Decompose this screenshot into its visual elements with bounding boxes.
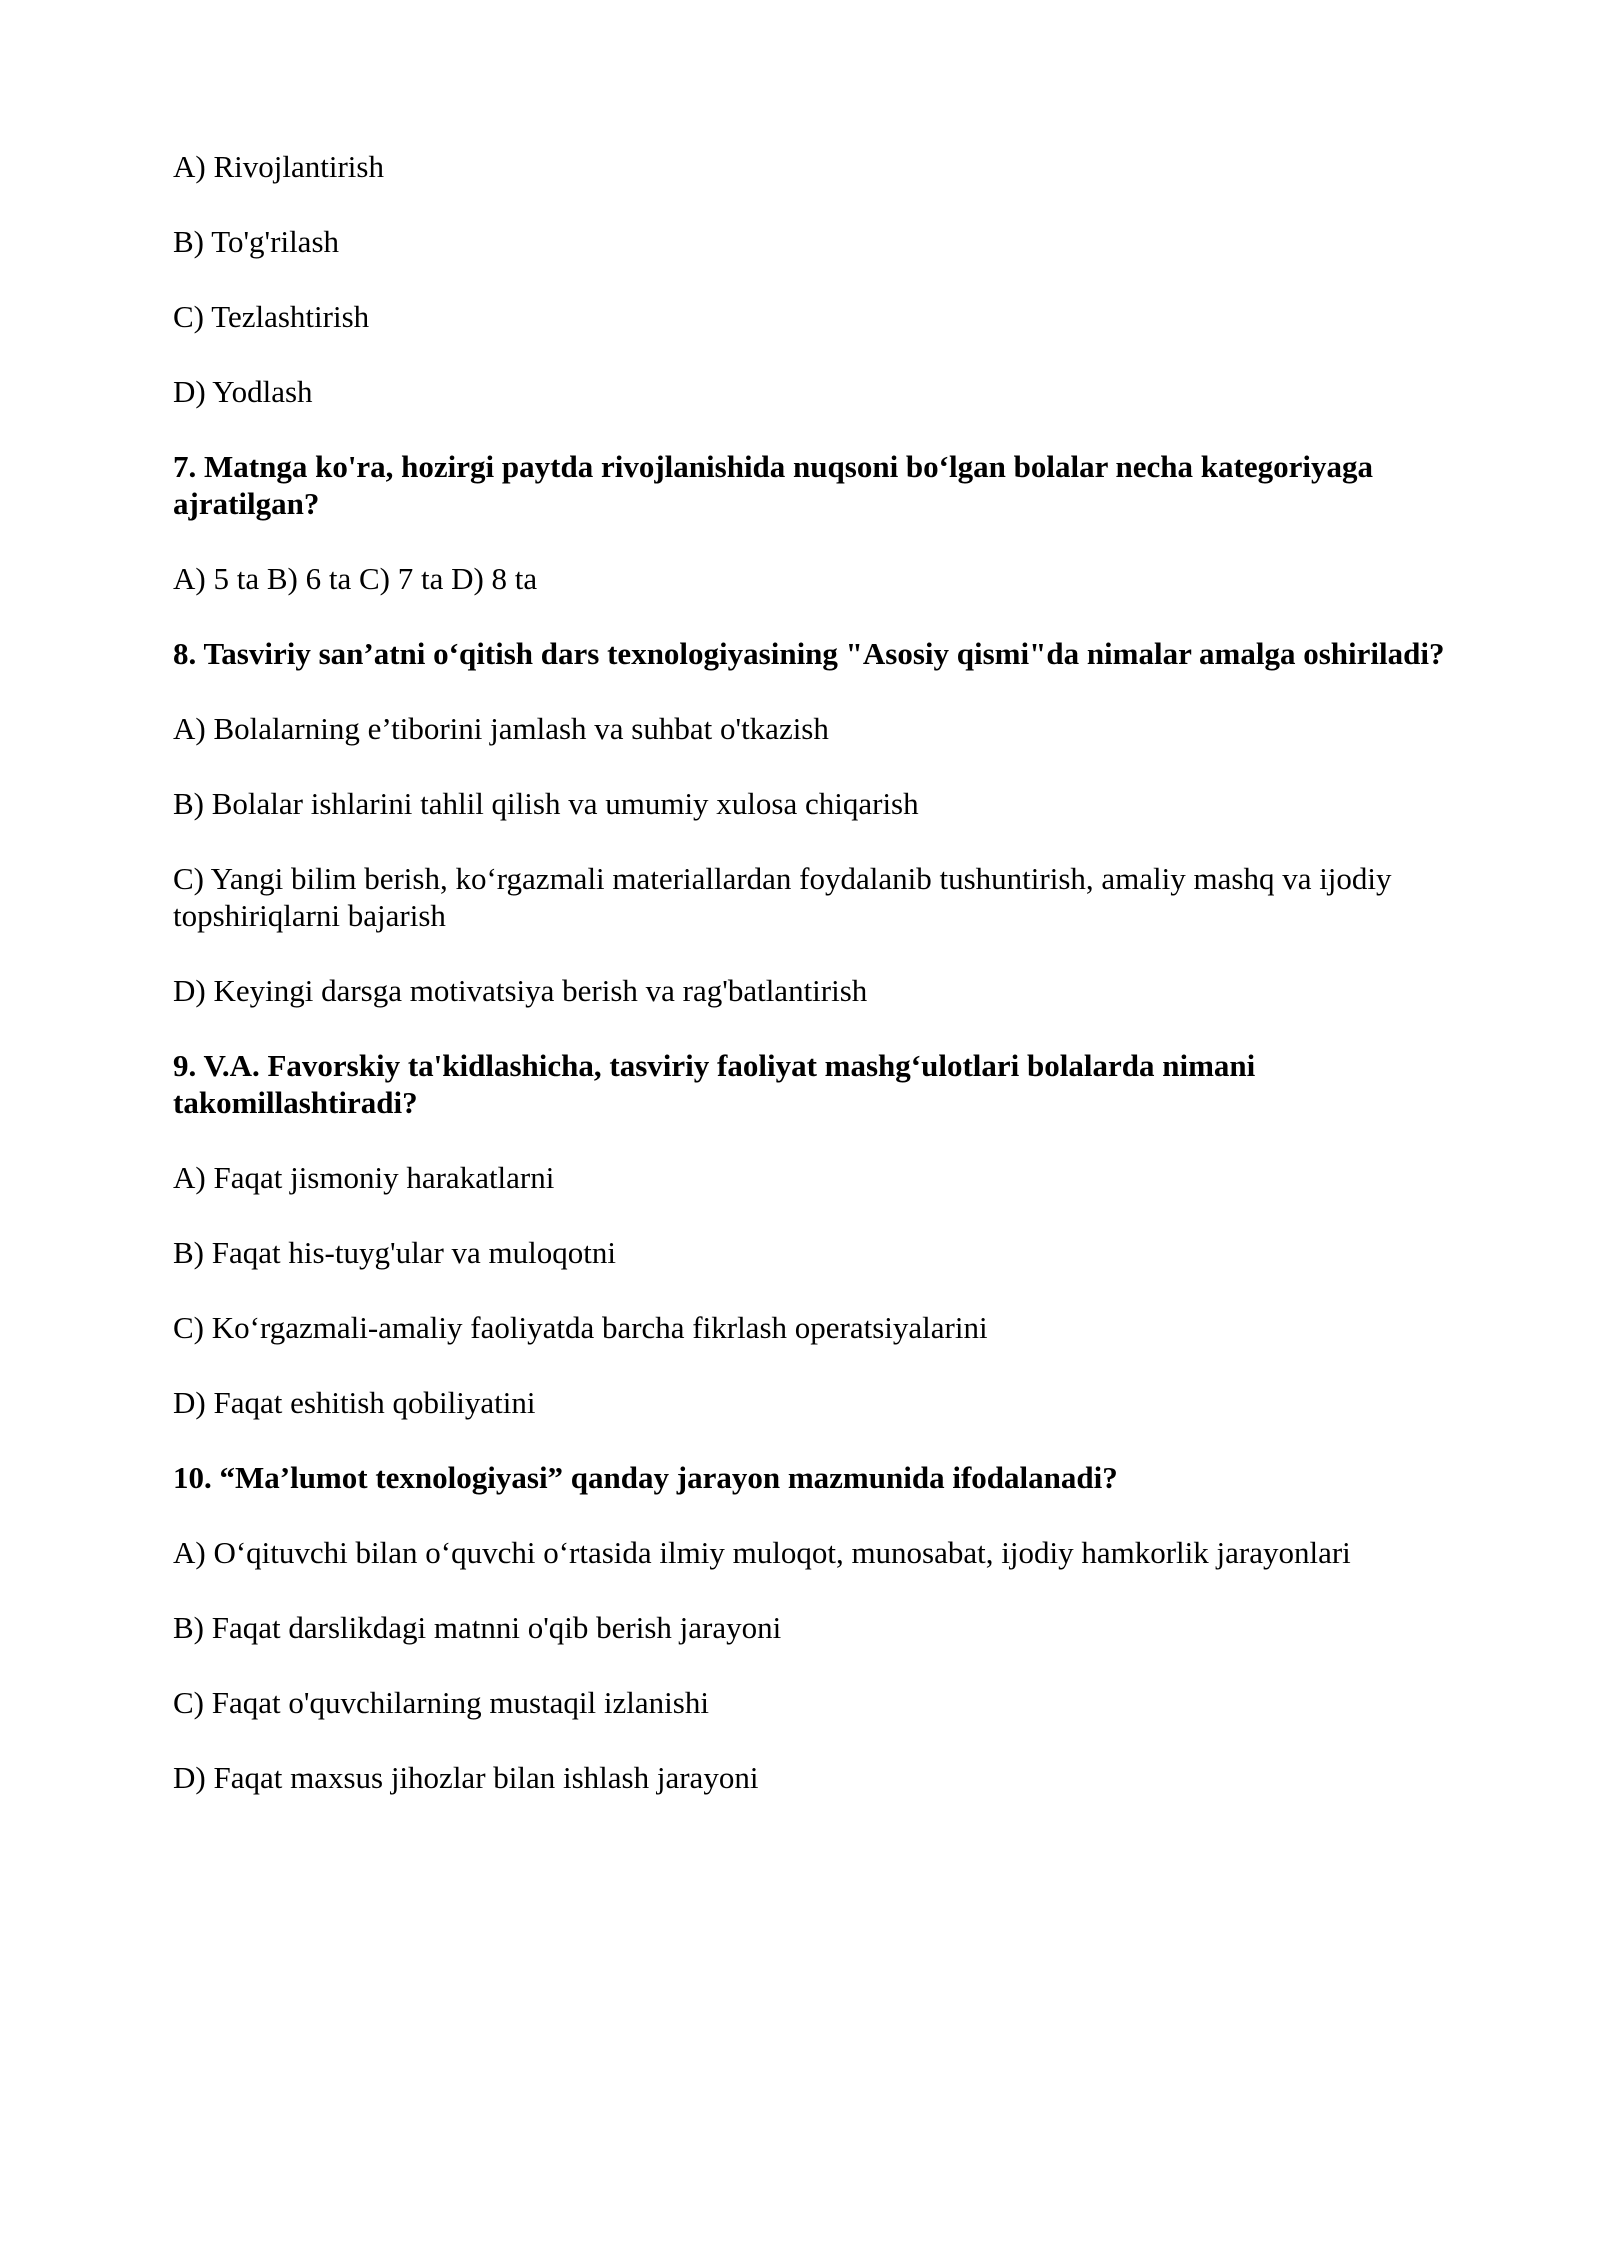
question-10-option-a: A) O‘qituvchi bilan o‘quvchi o‘rtasida ilmiy muloqot, munosabat, ijodiy hamkorlik jarayonlari bbox=[173, 1535, 1351, 1570]
question-7-options: A) 5 ta B) 6 ta C) 7 ta D) 8 ta bbox=[173, 561, 538, 596]
question-9-option-b: B) Faqat his-tuyg'ular va muloqotni bbox=[173, 1235, 616, 1270]
question-8-option-a: A) Bolalarning e’tiborini jamlash va suhbat o'tkazish bbox=[173, 711, 829, 746]
option-b: B) To'g'rilash bbox=[173, 224, 340, 259]
question-8: 8. Tasviriy san’atni o‘qitish dars texnologiyasining "Asosiy qismi"da nimalar amalga oshiriladi? bbox=[173, 636, 1445, 671]
question-9-option-a: A) Faqat jismoniy harakatlarni bbox=[173, 1160, 555, 1195]
question-9: 9. V.A. Favorskiy ta'kidlashicha, tasviriy faoliyat mashg‘ulotlari bolalarda nimani takomillashtiradi? bbox=[173, 1048, 1256, 1120]
question-8-option-b: B) Bolalar ishlarini tahlil qilish va umumiy xulosa chiqarish bbox=[173, 786, 919, 821]
option-d: D) Yodlash bbox=[173, 374, 313, 409]
question-10-option-b: B) Faqat darslikdagi matnni o'qib berish jarayoni bbox=[173, 1610, 782, 1645]
question-10: 10. “Ma’lumot texnologiyasi” qanday jarayon mazmunida ifodalanadi? bbox=[173, 1460, 1118, 1495]
question-10-option-c: C) Faqat o'quvchilarning mustaqil izlanishi bbox=[173, 1685, 709, 1720]
question-10-option-d: D) Faqat maxsus jihozlar bilan ishlash jarayoni bbox=[173, 1760, 759, 1795]
question-7: 7. Matnga ko'ra, hozirgi paytda rivojlanishida nuqsoni bo‘lgan bolalar necha kategoriyaga ajratilgan? bbox=[173, 449, 1373, 521]
question-8-option-d: D) Keyingi darsga motivatsiya berish va rag'batlantirish bbox=[173, 973, 868, 1008]
question-8-option-c: C) Yangi bilim berish, ko‘rgazmali materiallardan foydalanib tushuntirish, amaliy mashq va ijodiy topshiriqlarni bajarish bbox=[173, 861, 1392, 933]
question-9-option-c: C) Ko‘rgazmali-amaliy faoliyatda barcha fikrlash operatsiyalarini bbox=[173, 1310, 988, 1345]
question-9-option-d: D) Faqat eshitish qobiliyatini bbox=[173, 1385, 536, 1420]
option-a: A) Rivojlantirish bbox=[173, 149, 384, 184]
option-c: C) Tezlashtirish bbox=[173, 299, 370, 334]
